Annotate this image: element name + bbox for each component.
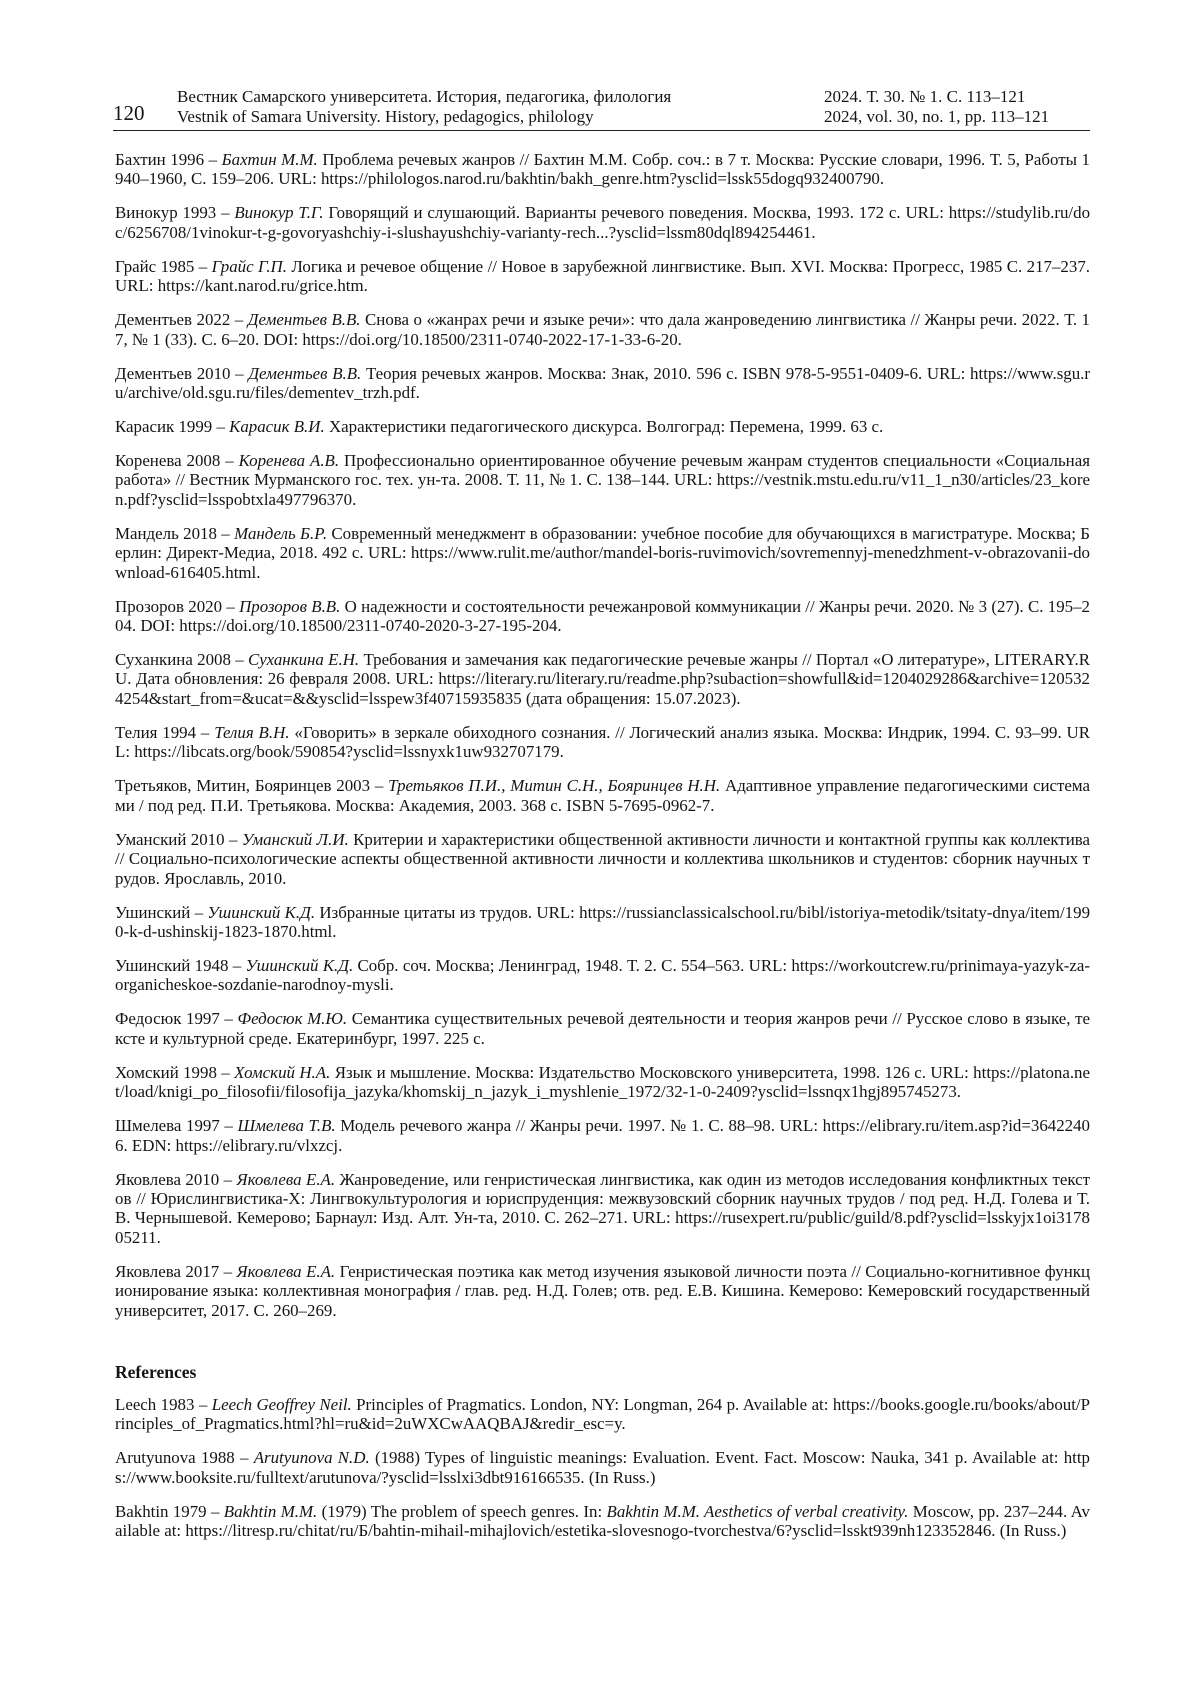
reference-author: Винокур Т.Г. [234,203,324,223]
references-en-list [115,1395,1090,1541]
reference-text: Теория речевых жанров. Москва: Знак, 2010. 596 с. ISBN 978-5-9551-0409-6. URL: https://www.sgu.ru/archive/old.sgu.ru/files/dementev_trzh.pdf. [115,363,1091,403]
reference-text: Семантика существительных речевой деятельности и теория жанров речи // Русское слово в языке, тексте и культурной среде. Екатеринбург, 1997. 225 с. [115,1009,1090,1048]
reference-key: Мандель 2018 – [115,523,235,543]
reference-text: Адаптивное управление педагогическими системами / под ред. П.И. Третьякова. Москва: Академия, 2003. 368 с. ISBN 5-7695-0962-7. [115,776,1090,815]
reference-entry [115,364,1090,403]
reference-author: Дементьев В.В. [247,310,361,330]
reference-author: Arutyunova N.D. [253,1448,370,1468]
reference-author: Leech Geoffrey Neil. [211,1394,352,1414]
reference-key: Прозоров 2020 – [115,596,240,616]
reference-text: Жанроведение, или генристическая лингвистика, как один из методов исследования конфликтных текстов // Юрислингвистика-X: Лингвокультурология и юриспруденция: межвузовский сборник научных трудов / под ред. Н.Д. Голева и Т.В. Чернышевой. Кемерово; Барнаул: Изд. Алт. Ун-та, 2010. С. 262–271. URL: https://rusexpert.ru/public/guild/8.pdf?ysclid=lsskyjx1oi317805211. [115,1169,1091,1247]
reference-text: Логика и речевое общение // Новое в зарубежной лингвистике. Вып. XVI. Москва: Прогресс, 1985 С. 217–237. URL: https://kant.narod.ru/grice.htm. [115,256,1090,296]
reference-entry [115,597,1090,636]
reference-key: Винокур 1993 – [115,203,235,223]
reference-author: Хомский Н.А. [234,1062,331,1082]
reference-text: (1979) The problem of speech genres. In: [317,1501,607,1521]
reference-author: Bakhtin M.M. [223,1501,318,1521]
reference-entry [115,1116,1090,1155]
reference-entry [115,524,1090,582]
reference-entry [115,1448,1090,1487]
reference-key: Arutyunova 1988 – [115,1448,254,1468]
reference-text: Собр. соч. Москва; Ленинград, 1948. Т. 2. С. 554–563. URL: https://workoutcrew.ru/prinimaya-yazyk-za-organicheskoe-sozdanie-narodnoy-mysli. [115,955,1091,995]
reference-author: Карасик В.И. [229,417,325,437]
reference-text: Избранные цитаты из трудов. URL: https://russianclassicalschool.ru/bibl/istoriya-metodik/tsitaty-dnya/item/1990-k-d-ushinskij-1823-1870.html. [115,902,1091,941]
journal-title-en: Vestnik of Samara University. History, pedagogics, philology [177,107,594,126]
reference-key: Дементьев 2010 – [115,363,249,383]
reference-key: Суханкина 2008 – [115,650,249,670]
reference-author: Коренева А.В. [238,451,340,471]
reference-entry [115,903,1090,942]
reference-key: Ушинский 1948 – [115,955,246,975]
reference-key: Шмелева 1997 – [115,1116,238,1136]
reference-key: Дементьев 2022 – [115,310,248,330]
reference-key: Федосюк 1997 – [115,1009,238,1029]
reference-key: Leech 1983 – [115,1394,212,1414]
running-header [113,84,1090,131]
reference-entry [115,451,1090,509]
reference-author: Третьяков П.И., Митин С.Н., Бояринцев Н.Н. [388,776,721,796]
reference-entry [115,1063,1090,1102]
reference-entry [115,650,1090,708]
references-ru-list [115,150,1090,1320]
reference-entry [115,830,1090,888]
reference-key: Третьяков, Митин, Бояринцев 2003 – [115,776,389,796]
reference-key: Яковлева 2010 – [115,1169,237,1189]
reference-author: Бахтин М.М. [221,150,318,169]
reference-entry [115,203,1090,242]
reference-author: Прозоров В.В. [239,596,341,616]
reference-key: Грайс 1985 – [115,256,212,276]
reference-entry [115,723,1090,762]
reference-text-continued: Moscow, pp. 237–244. Available at: https://litresp.ru/chitat/ru/Б/bahtin-mihail-mihajlovich/estetika-slovesnogo-tvorchestva/6?ysclid=lsskt939nh123352846. (In Russ.) [115,1501,1090,1541]
reference-text: Характеристики педагогического дискурса. Волгоград: Перемена, 1999. 63 с. [324,417,884,437]
reference-author: Яковлева Е.А. [236,1261,336,1281]
reference-entry [115,956,1090,995]
reference-author: Ушинский К.Д. [207,902,316,922]
reference-text: Язык и мышление. Москва: Издательство Московского университета, 1998. 126 с. URL: https://platona.net/load/knigi_po_filosofii/filosofija_jazyka/khomskij_n_jazyk_i_myshlenie_1972/32-1-0-2409?ysclid=lssnqx1hgj895745273. [115,1062,1090,1102]
reference-entry [115,257,1090,296]
reference-entry [115,310,1090,349]
page-number: 120 [113,101,145,125]
reference-text: Проблема речевых жанров // Бахтин М.М. Собр. соч.: в 7 т. Москва: Русские словари, 1996. Т. 5, Работы 1940–1960, С. 159–206. URL: https://philologos.narod.ru/bakhtin/bakh_genre.htm?ysclid=lssk55dogq932400790. [115,150,1090,189]
journal-title [177,87,671,127]
issue-info [824,87,1049,127]
reference-entry [115,1170,1090,1248]
reference-author: Яковлева Е.А. [236,1169,336,1189]
reference-key: Хомский 1998 – [115,1062,235,1082]
reference-key: Бахтин 1996 – [115,150,222,169]
reference-author: Грайс Г.П. [211,256,287,276]
reference-entry [115,776,1090,815]
reference-text: Генристическая поэтика как метод изучения языковой личности поэта // Социально-когнитивное функционирование языка: коллективная монография / глав. ред. Н.Д. Голев; отв. ред. Е.В. Кишина. Кемерово: Кемеровский государственный университет, 2017. С. 260–269. [115,1261,1090,1320]
reference-entry [115,1009,1090,1048]
reference-italic-title: Bakhtin M.M. Aesthetics of verbal creativity. [606,1501,909,1521]
reference-key: Уманский 2010 – [115,829,242,849]
reference-text: Профессионально ориентированное обучение речевым жанрам студентов специальности «Социальная работа» // Вестник Мурманского гос. тех. ун-та. 2008. Т. 11, № 1. С. 138–144. URL: https://vestnik.mstu.edu.ru/v11_1_n30/articles/23_koren.pdf?ysclid=lsspobtxla497796370. [115,451,1090,509]
reference-key: Карасик 1999 – [115,417,230,437]
reference-author: Уманский Л.И. [241,829,349,849]
issue-info-ru: 2024. Т. 30. № 1. С. 113–121 [824,87,1026,106]
reference-entry [115,1262,1090,1320]
reference-text: Современный менеджмент в образовании: учебное пособие для обучающихся в магистратуре. Москва; Берлин: Директ-Медиа, 2018. 492 с. URL: https://www.rulit.me/author/mandel-boris-ruvimovich/sovremennyj-menedzhment-v-obrazovanii-download-616405.html. [115,523,1090,582]
reference-entry [115,417,1090,436]
reference-key: Коренева 2008 – [115,451,239,471]
reference-entry [115,150,1090,189]
reference-text: Требования и замечания как педагогические речевые жанры // Портал «О литературе», LITERARY.RU. Дата обновления: 26 февраля 2008. URL: https://literary.ru/literary.ru/readme.php?subaction=showfull&id=1204029286&archive=1205324254&start_from=&ucat=&&ysclid=lsspew3f40715935835 (дата обращения: 15.07.2023). [115,650,1090,708]
reference-author: Дементьев В.В. [248,363,362,383]
reference-text: (1988) Types of linguistic meanings: Evaluation. Event. Fact. Moscow: Nauka, 341 p. Available at: https://www.booksite.ru/fulltext/arutunova/?ysclid=lsslxi3dbt916166535. (In Russ.) [115,1448,1090,1487]
reference-author: Телия В.Н. [214,722,290,742]
reference-author: Федосюк М.Ю. [237,1009,348,1029]
reference-text: Principles of Pragmatics. London, NY: Longman, 264 p. Available at: https://books.google.ru/books/about/Principles_of_Pragmatics.html?hl=ru&id=2uWXCwAAQBAJ&redir_esc=y. [115,1394,1090,1434]
reference-author: Шмелева Т.В. [237,1116,336,1136]
reference-author: Мандель Б.Р. [234,523,328,543]
reference-key: Bakhtin 1979 – [115,1501,224,1521]
reference-entry [115,1395,1090,1434]
references-heading: References [115,1361,197,1382]
reference-text: Критерии и характеристики общественной активности личности и контактной группы как коллектива // Социально-психологические аспекты общественной активности личности и коллектива школьников и студентов: сборник научных трудов. Ярославль, 2010. [115,829,1090,888]
reference-key: Телия 1994 – [115,722,215,742]
issue-info-en: 2024, vol. 30, no. 1, pp. 113–121 [824,107,1050,126]
reference-text: Говорящий и слушающий. Варианты речевого поведения. Москва, 1993. 172 с. URL: https://studylib.ru/doc/6256708/1vinokur-t-g-govoryashchiy-i-slushayushchiy-varianty-rech...?ysclid=lssm80dql894254461. [115,203,1091,242]
reference-author: Ушинский К.Д. [245,955,354,975]
reference-text: «Говорить» в зеркале обиходного сознания. // Логический анализ языка. Москва: Индрик, 1994. С. 93–99. URL: https://libcats.org/book/590854?ysclid=lssnyxk1uw932707179. [115,722,1090,762]
reference-text: О надежности и состоятельности речежанровой коммуникации // Жанры речи. 2020. № 3 (27). С. 195–204. DOI: https://doi.org/10.18500/2311-0740-2020-3-27-195-204. [115,596,1090,636]
reference-author: Суханкина Е.Н. [248,650,360,670]
reference-key: Яковлева 2017 – [115,1261,237,1281]
journal-title-ru: Вестник Самарского университета. История, педагогика, филология [177,87,672,106]
reference-text: Снова о «жанрах речи и языке речи»: что дала жанроведению лингвистика // Жанры речи. 2022. Т. 17, № 1 (33). С. 6–20. DOI: https://doi.org/10.18500/2311-0740-2022-17-1-33-6-20. [115,310,1091,349]
reference-text: Модель речевого жанра // Жанры речи. 1997. № 1. С. 88–98. URL: https://elibrary.ru/item.asp?id=36422406. EDN: https://elibrary.ru/vlxzcj. [115,1116,1090,1155]
reference-entry [115,1502,1090,1541]
reference-key: Ушинский – [115,902,208,922]
bibliography [115,150,1090,1555]
